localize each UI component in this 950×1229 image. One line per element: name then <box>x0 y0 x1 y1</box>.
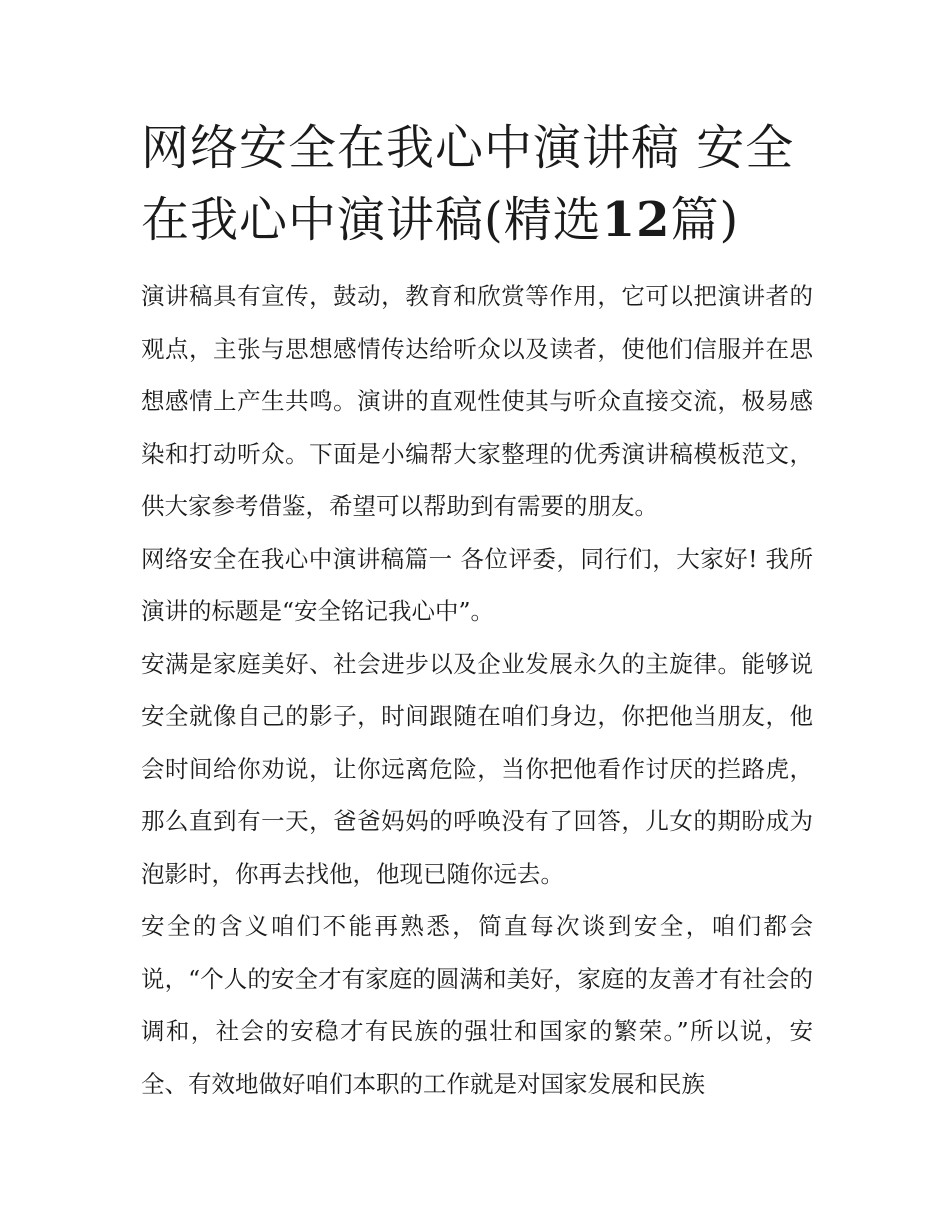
paragraph-intro: 演讲稿具有宣传，鼓动，教育和欣赏等作用，它可以把演讲者的观点，主张与思想感情传达给听众以及读者，使他们信服并在思想感情上产生共鸣。演讲的直观性使其与听众直接交流，极易感染和打动听众。下面是小编帮大家整理的优秀演讲稿模板范文，供大家参考借鉴，希望可以帮助到有需要的朋友。 <box>141 282 813 520</box>
document-page <box>141 112 813 1110</box>
paragraph-safety-theme: 安满是家庭美好、社会进步以及企业发展永久的主旋律。能够说安全就像自己的影子，时间跟随在咱们身边，你把他当朋友，他会时间给你劝说，让你远离危险，当你把他看作讨厌的拦路虎，那么直到有一天，爸爸妈妈的呼唤没有了回答，儿女的期盼成为泡影时，你再去找他，他现已随你远去。 <box>141 649 813 888</box>
title-suffix: 篇) <box>670 192 740 248</box>
title-number: 12 <box>601 192 671 248</box>
document-body <box>141 270 813 1110</box>
paragraph-greeting: 网络安全在我心中演讲稿篇一 各位评委，同行们，大家好! 我所演讲的标题是“安全铭记我心中”。 <box>141 544 813 625</box>
title-text: 网络安全在我心中演讲稿 安全在我心中演讲稿(精选 <box>141 120 795 248</box>
paragraph-safety-meaning: 安全的含义咱们不能再熟悉，简直每次谈到安全，咱们都会说，“个人的安全才有家庭的圆满和美好，家庭的友善才有社会的调和，社会的安稳才有民族的强壮和国家的繁荣。”所以说，安全、有效地做好咱们本职的工作就是对国家发展和民族 <box>141 912 813 1098</box>
document-title <box>141 112 813 256</box>
